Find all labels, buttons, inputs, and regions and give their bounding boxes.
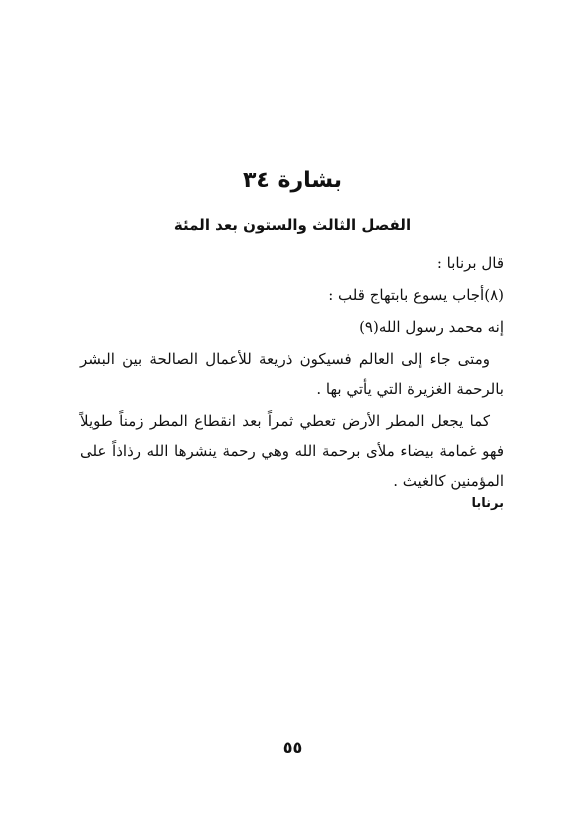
signature: برنابا <box>471 496 504 511</box>
paragraph-speaker: قال برنابا : <box>436 254 504 272</box>
chapter-subtitle: الفصل الثالث والستون بعد المئة <box>173 216 412 234</box>
body-text <box>80 248 504 498</box>
page-number: ٥٥ <box>282 738 303 757</box>
paragraph-declaration: إنه محمد رسول الله(٩) <box>359 318 504 336</box>
page-title: بشارة ٣٤ <box>242 168 343 193</box>
paragraph-answer: (٨)أجاب يسوع بابتهاج قلب : <box>328 286 504 304</box>
paragraph-rain: كما يجعل المطر الأرض تعطي ثمراً بعد انقطاع المطر زمناً طويلاً فهو غمامة بيضاء ملأى برحمة الله وهي رحمة ينشرها الله رذاذاً على المؤمنين كالغيث . <box>80 412 504 490</box>
paragraph-mercy: ومتى جاء إلى العالم فسيكون ذريعة للأعمال الصالحة بين البشر بالرحمة الغزيرة التي يأتي بها . <box>80 350 504 398</box>
